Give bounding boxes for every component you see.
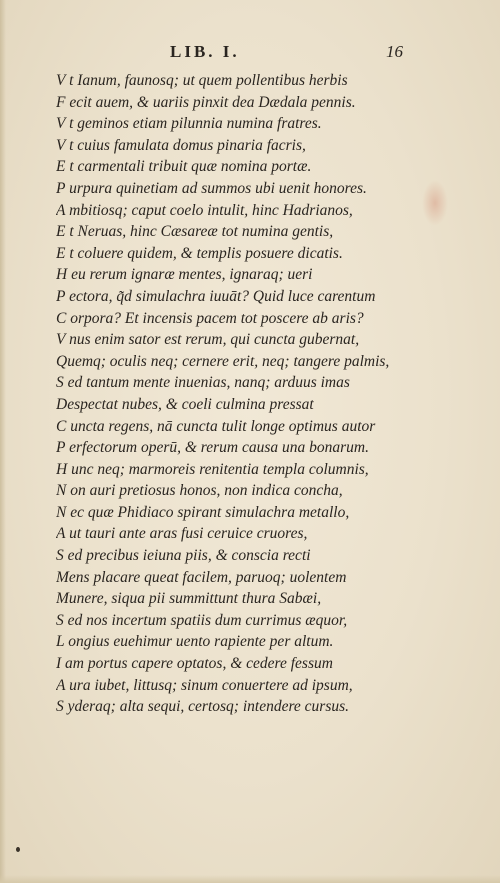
verse-line: H eu rerum ignaræ mentes, ignaraq; ueri <box>56 266 313 284</box>
verse-line: A ura iubet, littusq; sinum conuertere ad ipsum, <box>56 676 353 694</box>
verse-line: I am portus capere optatos, & cedere fessum <box>56 655 333 673</box>
page-edge-shadow <box>0 0 6 883</box>
verse-line: E t coluere quidem, & templis posuere dicatis. <box>56 244 343 262</box>
running-title: LIB. I. <box>170 42 240 61</box>
verse-line: P urpura quinetiam ad summos ubi uenit honores. <box>56 179 367 197</box>
verse-line: Quemq; oculis neq; cernere erit, neq; tangere palmis, <box>56 352 390 370</box>
verse-line: Munere, siqua pii summittunt thura Sabæi, <box>56 590 322 608</box>
verse-line: C uncta regens, nā cuncta tulit longe optimus autor <box>56 417 376 435</box>
verse-line: P erfectorum operū, & rerum causa una bonarum. <box>56 439 369 457</box>
verse-block <box>56 70 436 718</box>
verse-line: V t geminos etiam pilunnia numina fratres. <box>56 115 322 133</box>
verse-line: V nus enim sator est rerum, qui cuncta gubernat, <box>56 331 360 349</box>
verse-line: C orpora? Et incensis pacem tot poscere ab aris? <box>56 309 364 327</box>
verse-line: A ut tauri ante aras fusi ceruice cruores, <box>56 525 308 543</box>
verse-line: Mens placare queat facilem, paruoq; uolentem <box>56 568 347 586</box>
verse-line: P ectora, q̃d simulachra iuuāt? Quid luce carentum <box>56 287 376 305</box>
verse-line: E t carmentali tribuit quæ nomina portæ. <box>56 158 312 176</box>
verse-line: S yderaq; alta sequi, certosq; intendere cursus. <box>56 698 350 716</box>
verse-line: V t cuius famulata domus pinaria facris, <box>56 136 306 154</box>
running-head <box>0 40 500 66</box>
verse-line: S ed nos incertum spatiis dum currimus æquor, <box>56 611 348 629</box>
page-bottom-shadow <box>0 875 500 883</box>
verse-line: L ongius euehimur uento rapiente per altum. <box>56 633 334 651</box>
ink-spot <box>16 847 20 852</box>
verse-line: V t Ianum, faunosq; ut quem pollentibus herbis <box>56 72 348 89</box>
folio-number: 16 <box>386 42 403 61</box>
verse-line: F ecit auem, & uariis pinxit dea Dædala pennis. <box>56 93 356 111</box>
verse-line: N ec quæ Phidiaco spirant simulachra metallo, <box>56 503 350 521</box>
verse-line: N on auri pretiosus honos, non indica concha, <box>56 482 343 500</box>
verse-line: H unc neq; marmoreis renitentia templa columnis, <box>56 460 369 478</box>
verse-line: A mbitiosq; caput coelo intulit, hinc Hadrianos, <box>56 201 353 219</box>
verse-line: E t Neruas, hinc Cæsareæ tot numina gentis, <box>56 223 334 241</box>
verse-line: Despectat nubes, & coeli culmina pressat <box>56 395 314 413</box>
verse-line: S ed precibus ieiuna piis, & conscia recti <box>56 547 311 565</box>
verse-line: S ed tantum mente inuenias, nanq; arduus imas <box>56 374 350 392</box>
